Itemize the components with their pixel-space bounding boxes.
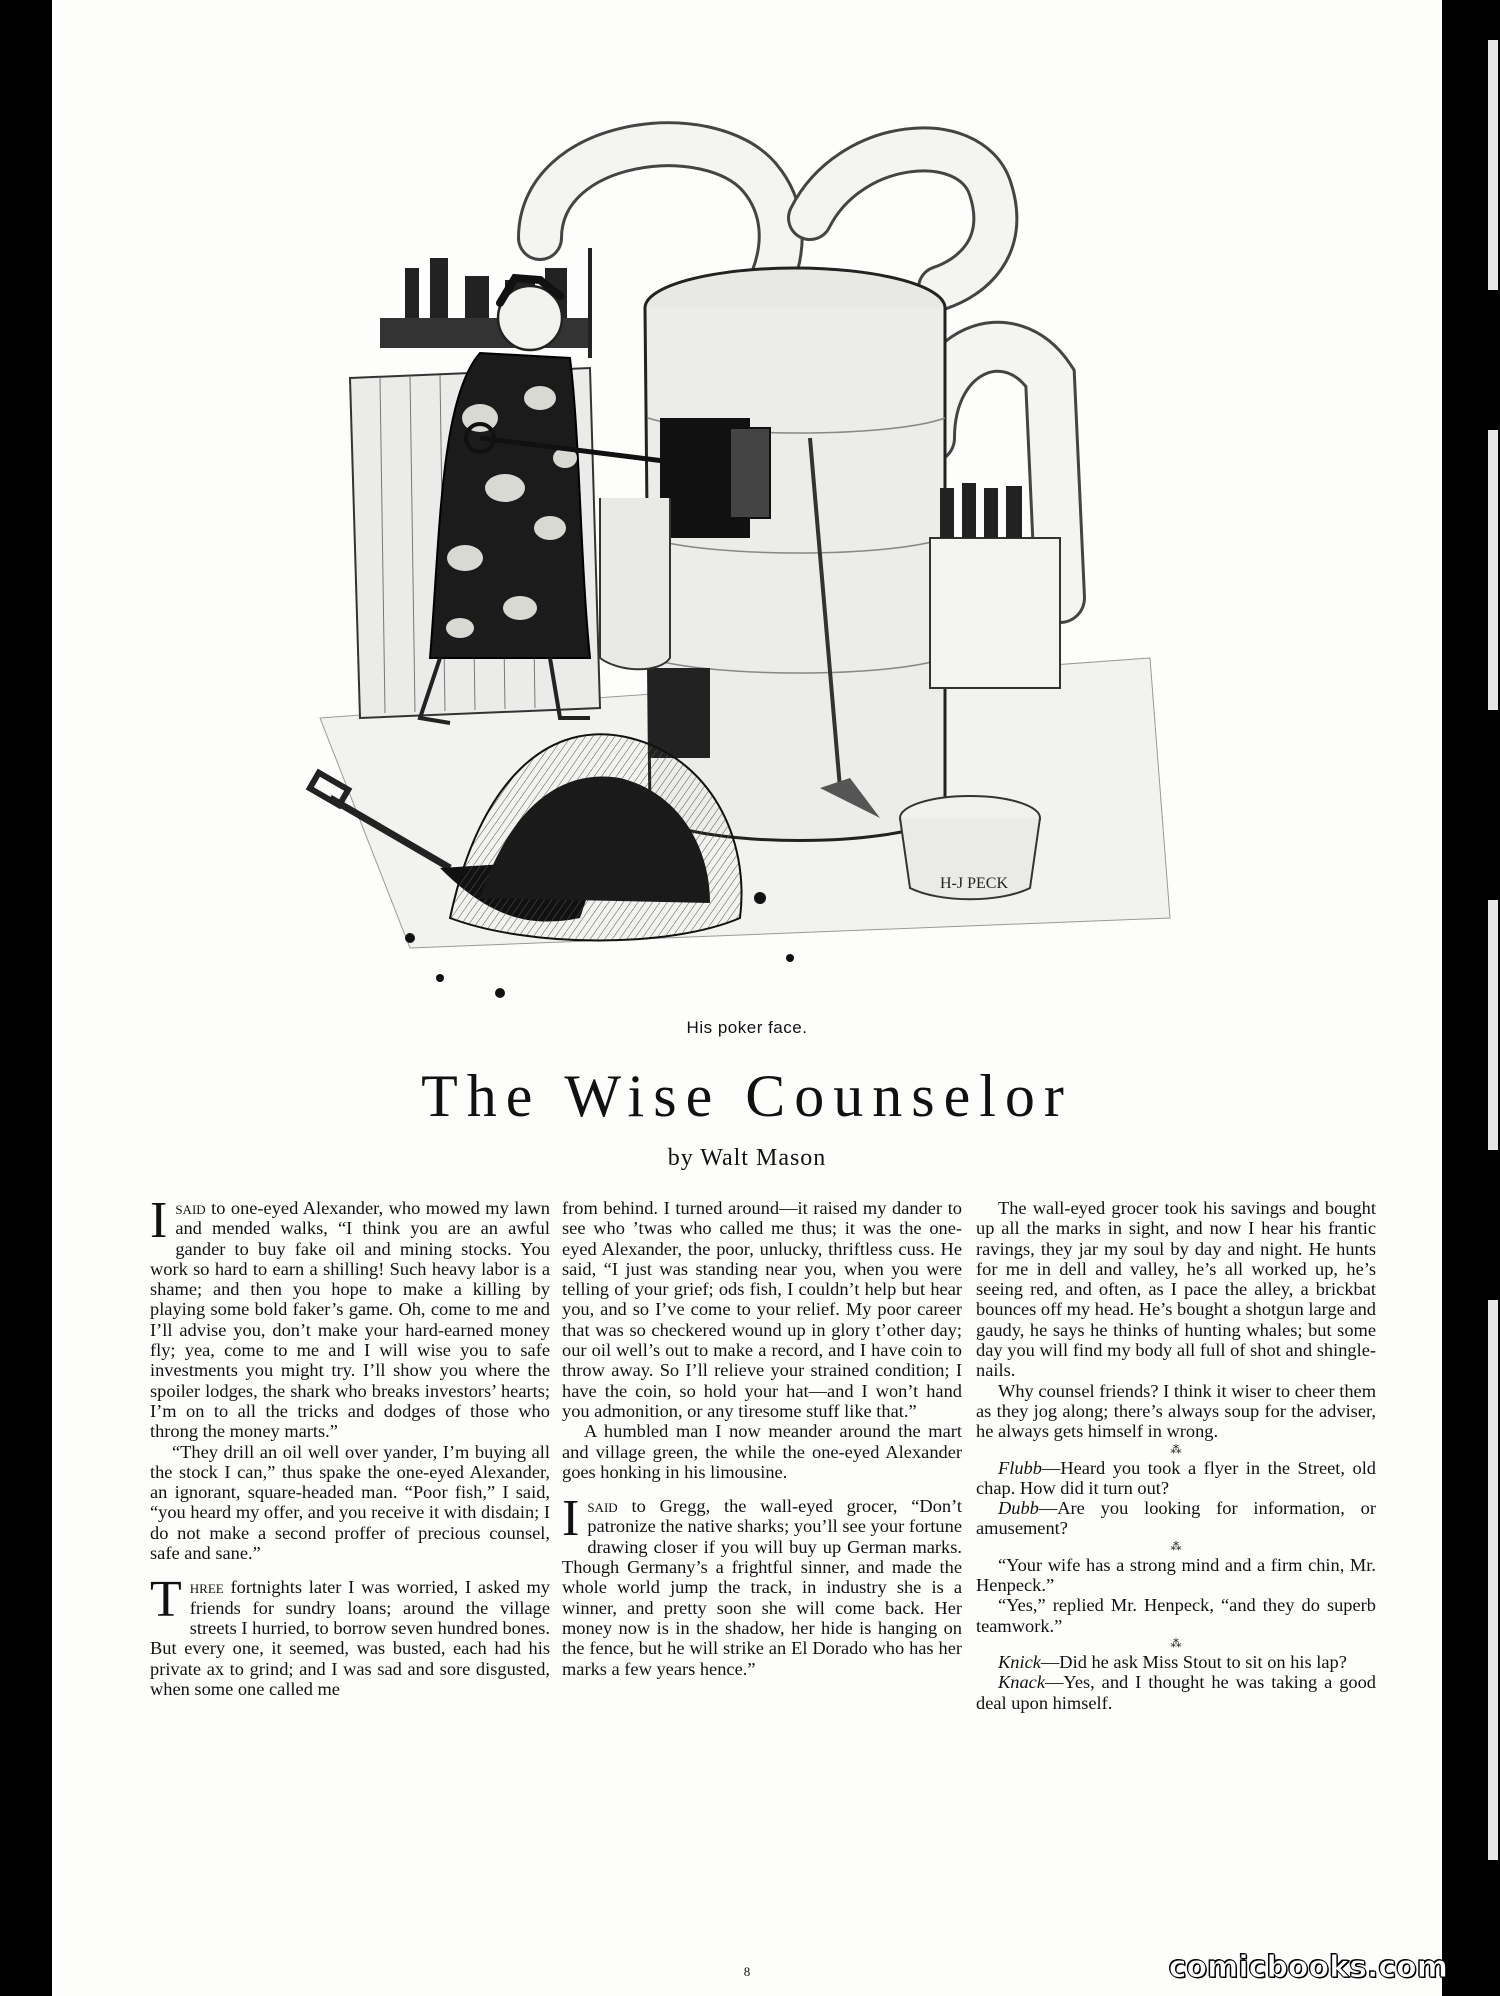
- edge-strip: [1488, 40, 1498, 290]
- section-separator: ⁂: [1170, 1540, 1182, 1553]
- furnace-illustration: [290, 18, 1190, 1006]
- article-title: The Wise Counselor: [421, 1063, 1073, 1129]
- edge-strip: [1488, 1300, 1498, 1860]
- edge-strip: [1488, 900, 1498, 1150]
- text-column-1: [150, 1192, 550, 1699]
- small-caps-lead: hree: [189, 1577, 224, 1598]
- small-caps-lead: said: [175, 1198, 206, 1218]
- joke-line: [976, 1672, 1376, 1713]
- paragraph: Why counsel friends? I think it wiser to cheer them as they jog along; there’s always soup for the adviser, he always gets himself in wrong.: [976, 1380, 1376, 1442]
- joke-text: —Heard you took a flyer in the Street, old chap. How did it turn out?: [976, 1457, 1376, 1498]
- section-separator: ⁂: [1170, 1637, 1182, 1650]
- section-separator: ⁂: [1170, 1443, 1182, 1456]
- page-number: 8: [743, 1964, 751, 1979]
- joke-line: [976, 1498, 1376, 1539]
- site-watermark: comicbooks.com: [1168, 1950, 1448, 1985]
- paragraph-text: to Gregg, the wall-eyed grocer, “Don’t patronize the native sharks; you’ll see your fortune drawing closer if you will buy up German marks. Though Germany’s a frightful sinner, and made the whole world jump the track, in industry she is a winner, and pretty soon she will come back. Her money now is in the shadow, her hide is hanging on the fence, but he will strike an El Dorado who has her marks a few years hence.”: [562, 1496, 962, 1679]
- paragraph: from behind. I turned around—it raised my dander to see who ’twas who called me thus; it was the one-eyed Alexander, the poor, unlucky, thriftless cuss. He said, “I just was standing near you, when you were telling of your grief; ods fish, I couldn’t help but hear you, and so I’ve come to your relief. My poor career that was so checkered wound up in glory t’other day; our oil well’s out to make a record, and I have coin to throw away. So I’ll relieve your strained condition; I have the coin, so hold your hat—and I won’t hand you admonition, or any tiresome stuff like that.”: [562, 1198, 962, 1421]
- article-byline: by Walt Mason: [667, 1145, 827, 1171]
- joke-text: —Yes, and I thought he was taking a good deal upon himself.: [976, 1672, 1376, 1713]
- speaker-name: Flubb: [998, 1457, 1042, 1478]
- small-caps-lead: said: [587, 1496, 618, 1517]
- artist-signature: H-J PECK: [940, 875, 1009, 892]
- joke-text: —Are you looking for information, or amusement?: [976, 1498, 1376, 1539]
- drop-cap: T: [150, 1571, 182, 1629]
- joke-line: [976, 1652, 1376, 1672]
- speaker-name: Knick: [998, 1651, 1041, 1672]
- paragraph: A humbled man I now meander around the mart and village green, the while the one-eyed Alexander goes honking in his limousine.: [562, 1421, 962, 1482]
- drop-cap: I: [150, 1192, 168, 1249]
- joke-line: [976, 1458, 1376, 1499]
- joke-line: “Yes,” replied Mr. Henpeck, “and they do superb teamwork.”: [976, 1595, 1376, 1636]
- paragraph-text: to one-eyed Alexander, who mowed my lawn and mended walks, “I think you are an awful gander to buy fake oil and mining stocks. You work so hard to earn a shilling! Such heavy labor is a shame; and then you hope to make a killing by playing some bold faker’s game. Oh, come to me and I’ll advise you, don’t make your hard-earned money fly; yea, come to me and I will wise you to safe investments you might try. I’ll show you where the spoiler lodges, the shark who breaks investors’ hearts; I’m on to all the tricks and dodges of those who throng the money marts.”: [150, 1198, 550, 1442]
- joke-text: —Did he ask Miss Stout to sit on his lap?: [1040, 1651, 1347, 1672]
- paragraph-text: fortnights later I was worried, I asked my friends for sundry loans; around the village streets I hurried, to borrow seven hundred bones. But every one, it seemed, was busted, each had his private ax to grind; and I was sad and sore disgusted, when some one called me: [150, 1577, 550, 1699]
- edge-strip: [1488, 430, 1498, 710]
- text-column-3: [976, 1198, 1376, 1713]
- paragraph: “They drill an oil well over yander, I’m buying all the stock I can,” thus spake the one-eyed Alexander, an ignorant, square-headed man. “Poor fish,” I said, “you heard my offer, and you receive it with disdain; I do not make a second proffer of precious counsel, safe and sane.”: [150, 1441, 550, 1564]
- paragraph: [150, 1192, 550, 1442]
- joke-line: “Your wife has a strong mind and a firm chin, Mr. Henpeck.”: [976, 1554, 1376, 1596]
- speaker-name: Knack: [998, 1672, 1045, 1693]
- drop-cap: I: [562, 1490, 580, 1548]
- page-edge: [1442, 0, 1500, 1996]
- paragraph: [150, 1571, 550, 1699]
- text-column-2: [562, 1198, 962, 1679]
- magazine-page: [52, 0, 1442, 1996]
- paragraph: [562, 1490, 962, 1679]
- speaker-name: Dubb: [998, 1498, 1039, 1519]
- illustration-caption: His poker face.: [686, 1018, 808, 1037]
- paragraph: The wall-eyed grocer took his savings and bought up all the marks in sight, and now I hear his frantic ravings, they jar my soul by day and night. He hunts for me in dell and valley, he’s all worked up, he’s seeing red, and often, as I pace the alley, a brickbat bounces off my head. He’s bought a shotgun large and gaudy, he says he thinks of hunting whales; but some day you will find my body all full of shot and shingle-nails.: [976, 1198, 1376, 1381]
